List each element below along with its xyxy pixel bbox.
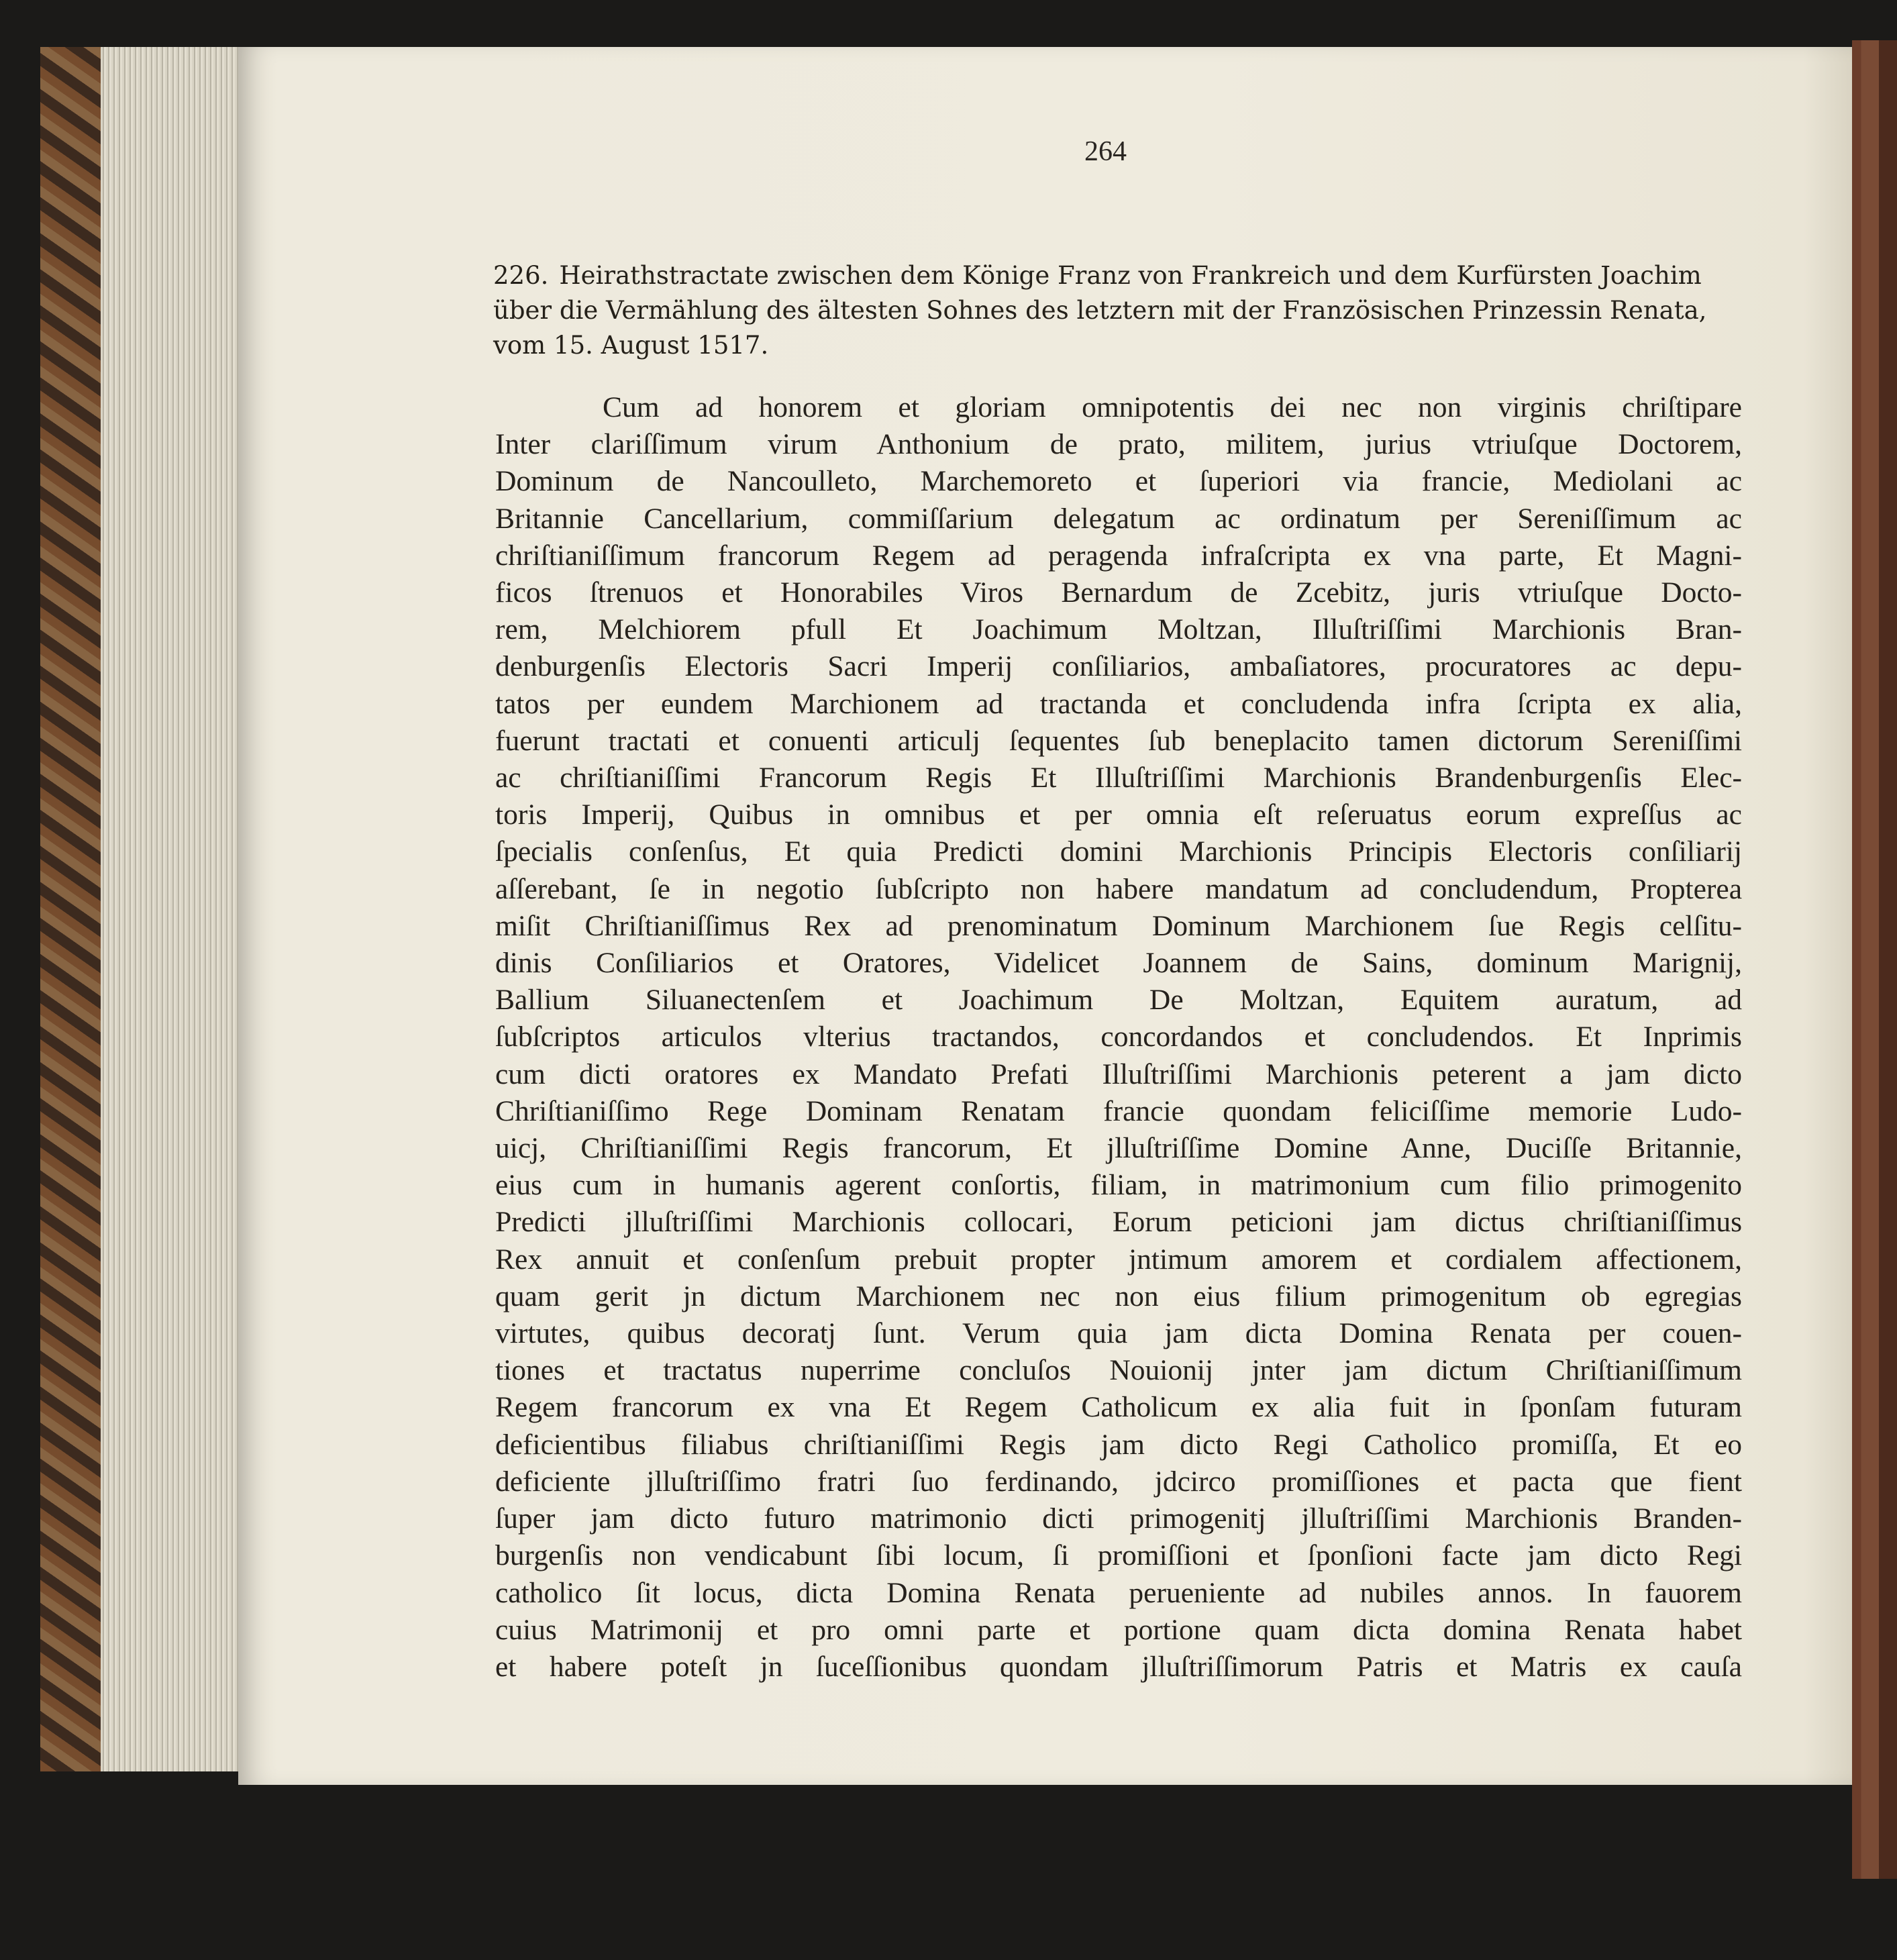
body-line: dinis Conſiliarios et Oratores, Videlicet Joannem de Sains, dominum Marignij, xyxy=(495,947,1742,980)
document-number: 226. xyxy=(493,261,549,290)
document-heading xyxy=(493,258,1714,363)
body-line: ſpecialis conſenſus, Et quia Predicti domini Marchionis Principis Electoris conſiliarij xyxy=(495,835,1742,868)
heading-line-1: Heirathstractate zwischen dem Könige Franz von Frankreich und dem Kurfürsten Joachim xyxy=(559,261,1702,290)
page-block-edge xyxy=(101,47,242,1771)
body-line: et habere poteſt jn ſuceſſionibus quondam jlluſtriſſimorum Patris et Matris ex cauſa xyxy=(495,1650,1742,1683)
page-number: 264 xyxy=(1084,136,1127,167)
body-line: quam gerit jn dictum Marchionem nec non eius filium primogenitum ob egregias xyxy=(495,1280,1742,1312)
body-line: catholico ſit locus, dicta Domina Renata perueniente ad nubiles annos. In fauorem xyxy=(495,1576,1742,1609)
body-line: toris Imperij, Quibus in omnibus et per omnia eſt reſeruatus eorum expreſſus ac xyxy=(495,798,1742,831)
book-page xyxy=(238,47,1852,1785)
body-line: virtutes, quibus decoratj ſunt. Verum quia jam dicta Domina Renata per couen- xyxy=(495,1317,1742,1350)
body-line: Ballium Siluanectenſem et Joachimum De Moltzan, Equitem auratum, ad xyxy=(495,984,1742,1017)
body-line: Rex annuit et conſenſum prebuit propter jntimum amorem et cordialem affectionem, xyxy=(495,1243,1742,1276)
body-line: Dominum de Nancoulleto, Marchemoreto et ſuperiori via francie, Mediolani ac xyxy=(495,465,1742,498)
body-line: Inter clariſſimum virum Anthonium de prato, militem, jurius vtriuſque Doctorem, xyxy=(495,428,1742,461)
body-text xyxy=(495,389,1742,1686)
body-line: burgenſis non vendicabunt ſibi locum, ſi promiſſioni et ſponſioni facte jam dicto Regi xyxy=(495,1539,1742,1572)
body-line: rem, Melchiorem pfull Et Joachimum Moltzan, Illuſtriſſimi Marchionis Bran- xyxy=(495,613,1742,646)
body-line: ac chriſtianiſſimi Francorum Regis Et Illuſtriſſimi Marchionis Brandenburgenſis Elec- xyxy=(495,762,1742,794)
heading-date: vom 15. August 1517. xyxy=(493,331,769,360)
body-line: deficientibus filiabus chriſtianiſſimi Regis jam dicto Regi Catholico promiſſa, Et eo xyxy=(495,1428,1742,1461)
body-line: aſſerebant, ſe in negotio ſubſcripto non habere mandatum ad concludendum, Propterea xyxy=(495,872,1742,905)
body-line: uicj, Chriſtianiſſimi Regis francorum, Et jlluſtriſſime Domine Anne, Duciſſe Britannie, xyxy=(495,1132,1742,1165)
body-line: Regem francorum ex vna Et Regem Catholicum ex alia fuit in ſponſam futuram xyxy=(495,1391,1742,1424)
body-line: cuius Matrimonij et pro omni parte et portione quam dicta domina Renata habet xyxy=(495,1613,1742,1646)
body-line: tatos per eundem Marchionem ad tractanda et concludenda infra ſcripta ex alia, xyxy=(495,687,1742,720)
body-line: Cum ad honorem et gloriam omnipotentis dei nec non virginis chriſtipare xyxy=(603,391,1742,423)
body-line: chriſtianiſſimum francorum Regem ad peragenda infraſcripta ex vna parte, Et Magni- xyxy=(495,539,1742,572)
body-line: ſuper jam dicto futuro matrimonio dicti primogenitj jlluſtriſſimi Marchionis Branden- xyxy=(495,1502,1742,1535)
binding-strip xyxy=(1852,40,1897,1879)
body-line: deficiente jlluſtriſſimo fratri ſuo ferdinando, jdcirco promiſſiones et pacta que fient xyxy=(495,1465,1742,1498)
body-line: Chriſtianiſſimo Rege Dominam Renatam francie quondam feliciſſime memorie Ludo- xyxy=(495,1094,1742,1127)
body-line: Britannie Cancellarium, commiſſarium delegatum ac ordinatum per Sereniſſimum ac xyxy=(495,502,1742,535)
body-line: eius cum in humanis agerent conſortis, filiam, in matrimonium cum filio primogenito xyxy=(495,1169,1742,1202)
marbled-cover-edge xyxy=(40,47,104,1771)
heading-line-2: über die Vermählung des ältesten Sohnes des letztern mit der Französischen Prinzessin Renata, xyxy=(493,296,1707,325)
body-line: cum dicti oratores ex Mandato Prefati Illuſtriſſimi Marchionis peterent a jam dicto xyxy=(495,1058,1742,1090)
body-line: miſit Chriſtianiſſimus Rex ad prenominatum Dominum Marchionem ſue Regis celſitu- xyxy=(495,909,1742,942)
body-line: ficos ſtrenuos et Honorabiles Viros Bernardum de Zcebitz, juris vtriuſque Docto- xyxy=(495,576,1742,609)
body-line: ſubſcriptos articulos vlterius tractandos, concordandos et concludendos. Et Inprimis xyxy=(495,1021,1742,1053)
body-line: tiones et tractatus nuperrime concluſos Nouionij jnter jam dictum Chriſtianiſſimum xyxy=(495,1354,1742,1387)
body-line: denburgenſis Electoris Sacri Imperij conſiliarios, ambaſiatores, procuratores ac depu- xyxy=(495,650,1742,683)
body-line: Predicti jlluſtriſſimi Marchionis collocari, Eorum peticioni jam dictus chriſtianiſſimus xyxy=(495,1206,1742,1239)
body-line: fuerunt tractati et conuenti articulj ſequentes ſub beneplacito tamen dictorum Sereniſſimi xyxy=(495,724,1742,757)
